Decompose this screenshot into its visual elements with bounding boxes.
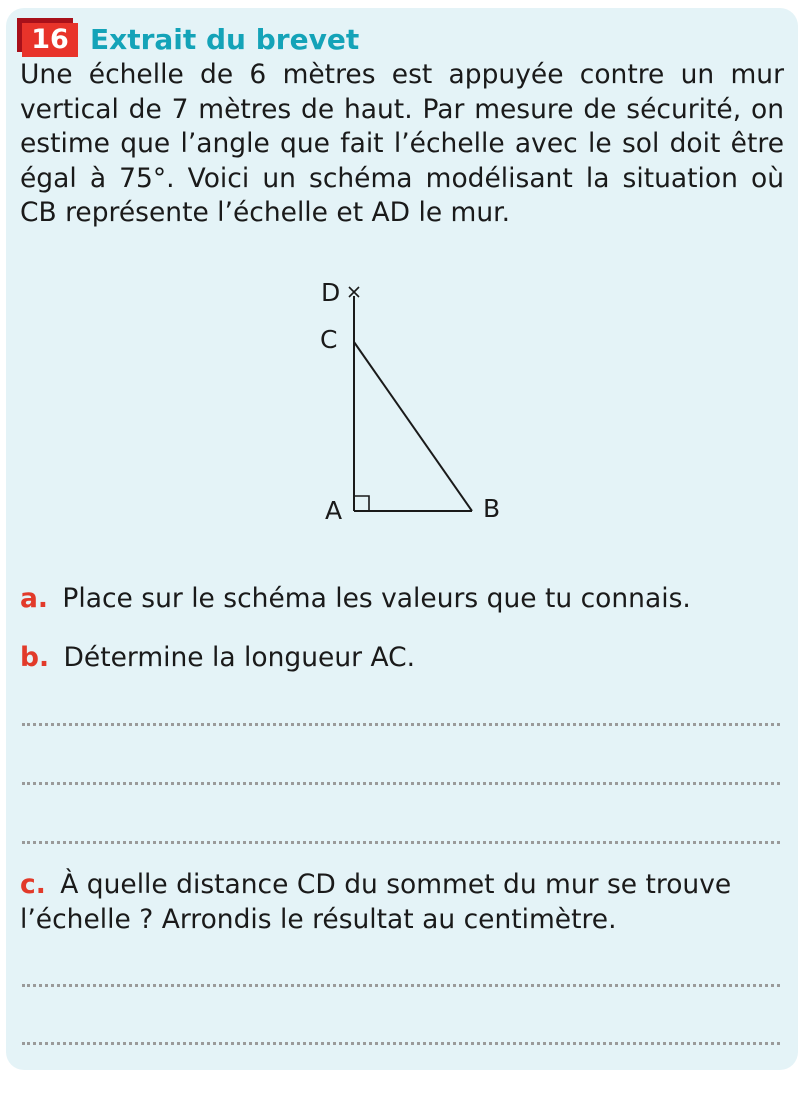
question-a	[20, 582, 784, 617]
question-b-text: Détermine la longueur AC.	[63, 642, 416, 673]
question-c-text: À quelle distance CD du sommet du mur se trouve l’échelle ? Arrondis le résultat au centimètre.	[20, 869, 732, 935]
right-angle-mark	[354, 496, 369, 511]
ladder-segment-CB	[354, 342, 472, 511]
answer-line[interactable]	[22, 782, 780, 785]
exercise-number: 16	[22, 23, 78, 57]
answer-line[interactable]	[22, 984, 780, 987]
label-point-B: B	[483, 494, 501, 523]
exercise-number-badge	[17, 18, 79, 58]
question-a-text: Place sur le schéma les valeurs que tu connais.	[62, 583, 691, 614]
question-a-letter: a.	[20, 583, 48, 614]
triangle-diagram	[300, 270, 530, 530]
exercise-title: Extrait du brevet	[90, 23, 360, 56]
question-b-letter: b.	[20, 642, 50, 673]
answer-line[interactable]	[22, 1042, 780, 1045]
label-point-A: A	[325, 496, 343, 525]
triangle-figure	[300, 270, 530, 530]
question-b	[20, 641, 784, 676]
answer-line[interactable]	[22, 723, 780, 726]
label-point-D: D	[321, 278, 341, 307]
exercise-statement: Une échelle de 6 mètres est appuyée contre un mur vertical de 7 mètres de haut. Par mesure de sécurité, on estime que l’angle que fait l’échelle avec le sol doit être égal à 75°. Voici un schéma modélisant la situation où CB représente l’échelle et AD le mur.	[20, 59, 784, 228]
label-point-C: C	[320, 325, 338, 354]
answer-line[interactable]	[22, 841, 780, 844]
question-c-letter: c.	[20, 869, 46, 900]
question-c	[20, 868, 784, 937]
